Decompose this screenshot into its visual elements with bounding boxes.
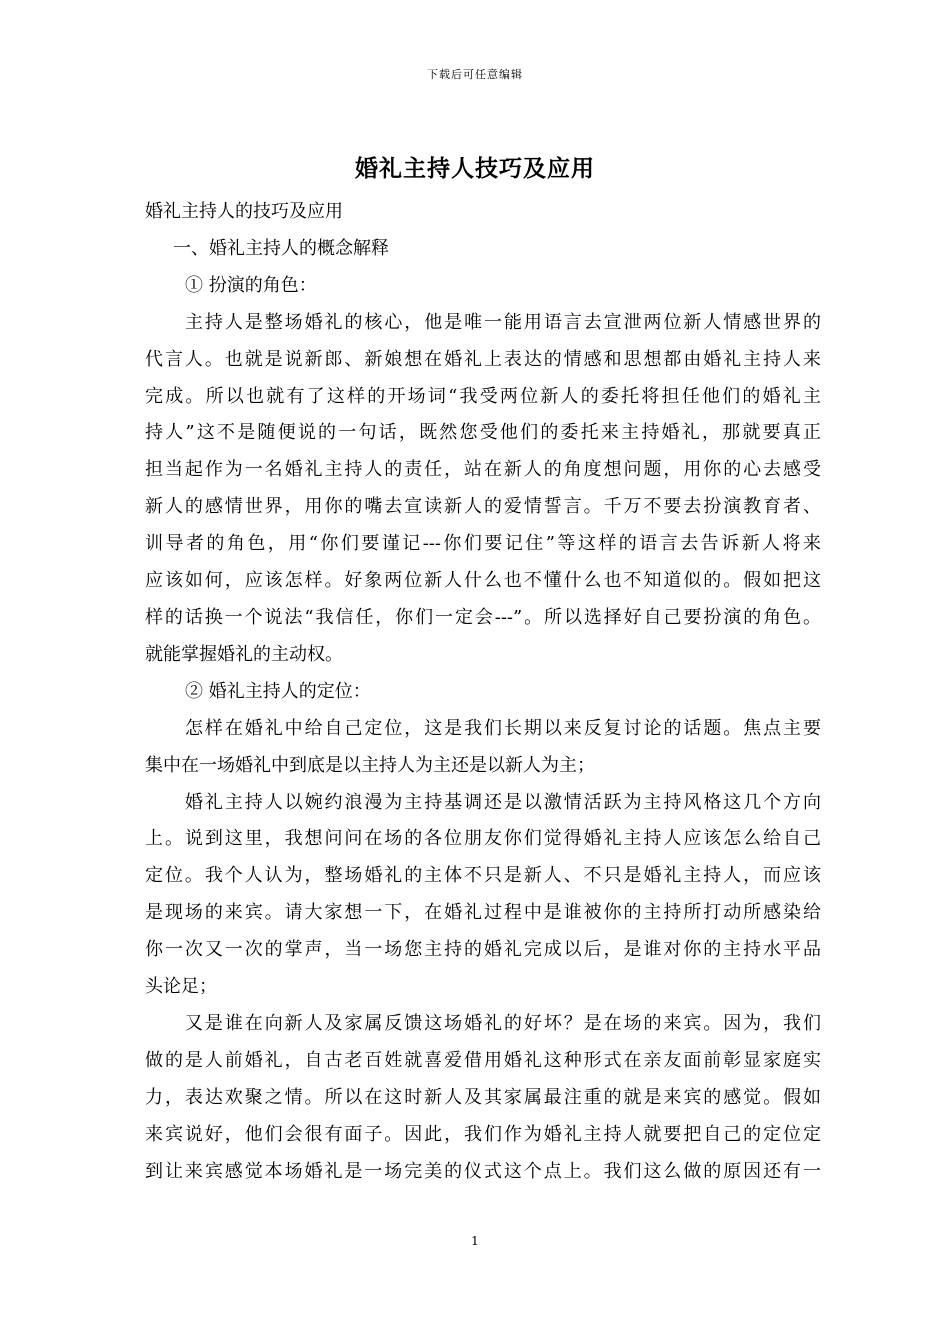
item-heading-role: ① 扮演的角色： [185, 274, 317, 296]
paragraph-line: 做的是人前婚礼，自古老百姓就喜爱借用婚礼这种形式在亲友面前彰显家庭实 [145, 1049, 821, 1071]
paragraph-line: 定位。我个人认为，整场婚礼的主体不只是新人、不只是婚礼主持人，而应该 [145, 865, 821, 887]
paragraph-line: 应该如何，应该怎样。好象两位新人什么也不懂什么也不知道似的。假如把这 [145, 570, 821, 592]
paragraph-line: 完成。所以也就有了这样的开场词“我受两位新人的委托将担任他们的婚礼主 [145, 385, 821, 407]
paragraph-line: 代言人。也就是说新郎、新娘想在婚礼上表达的情感和思想都由婚礼主持人来 [145, 348, 821, 370]
paragraph-line: 样的话换一个说法“我信任，你们一定会---”。所以选择好自己要扮演的角色。 [145, 606, 821, 628]
paragraph-line: 怎样在婚礼中给自己定位，这是我们长期以来反复讨论的话题。焦点主要 [185, 717, 821, 739]
paragraph-line: 上。说到这里，我想问问在场的各位朋友你们觉得婚礼主持人应该怎么给自己 [145, 828, 821, 850]
paragraph-line: 婚礼主持人以婉约浪漫为主持基调还是以激情活跃为主持风格这几个方向 [185, 791, 821, 813]
paragraph-line: 你一次又一次的掌声，当一场您主持的婚礼完成以后，是谁对你的主持水平品 [145, 939, 821, 961]
paragraph-line: 到让来宾感觉本场婚礼是一场完美的仪式这个点上。我们这么做的原因还有一 [145, 1160, 821, 1182]
document-body [145, 194, 821, 1190]
paragraph-line: 力，表达欢聚之情。所以在这时新人及其家属最注重的就是来宾的感觉。假如 [145, 1086, 821, 1108]
paragraph-line: 来宾说好，他们会很有面子。因此，我们作为婚礼主持人就要把自己的定位定 [145, 1123, 821, 1145]
item-heading-positioning: ② 婚礼主持人的定位： [185, 680, 371, 702]
paragraph-line: 担当起作为一名婚礼主持人的责任，站在新人的角度想问题，用你的心去感受 [145, 459, 821, 481]
subtitle-line: 婚礼主持人的技巧及应用 [145, 201, 343, 222]
page-header-note: 下载后可任意编辑 [427, 68, 523, 81]
paragraph-line: 头论足； [145, 976, 217, 998]
section-heading: 一、婚礼主持人的概念解释 [173, 237, 389, 259]
paragraph-line: 集中在一场婚礼中到底是以主持人为主还是以新人为主； [145, 754, 595, 776]
paragraph-line: 主持人是整场婚礼的核心，他是唯一能用语言去宣泄两位新人情感世界的 [185, 311, 821, 333]
paragraph-line: 持人”这不是随便说的一句话，既然您受他们的委托来主持婚礼，那就要真正 [145, 422, 821, 444]
page-number: 1 [471, 1234, 479, 1248]
paragraph-line: 是现场的来宾。请大家想一下，在婚礼过程中是谁被你的主持所打动所感染给 [145, 902, 821, 924]
document-title: 婚礼主持人技巧及应用 [355, 155, 595, 182]
paragraph-line: 新人的感情世界，用你的嘴去宣读新人的爱情誓言。千万不要去扮演教育者、 [145, 496, 821, 518]
paragraph-line: 训导者的角色，用“你们要谨记---你们要记住”等这样的语言去告诉新人将来 [145, 533, 821, 555]
paragraph-line: 又是谁在向新人及家属反馈这场婚礼的好坏？是在场的来宾。因为，我们 [185, 1012, 821, 1034]
paragraph-line: 就能掌握婚礼的主动权。 [145, 643, 343, 665]
